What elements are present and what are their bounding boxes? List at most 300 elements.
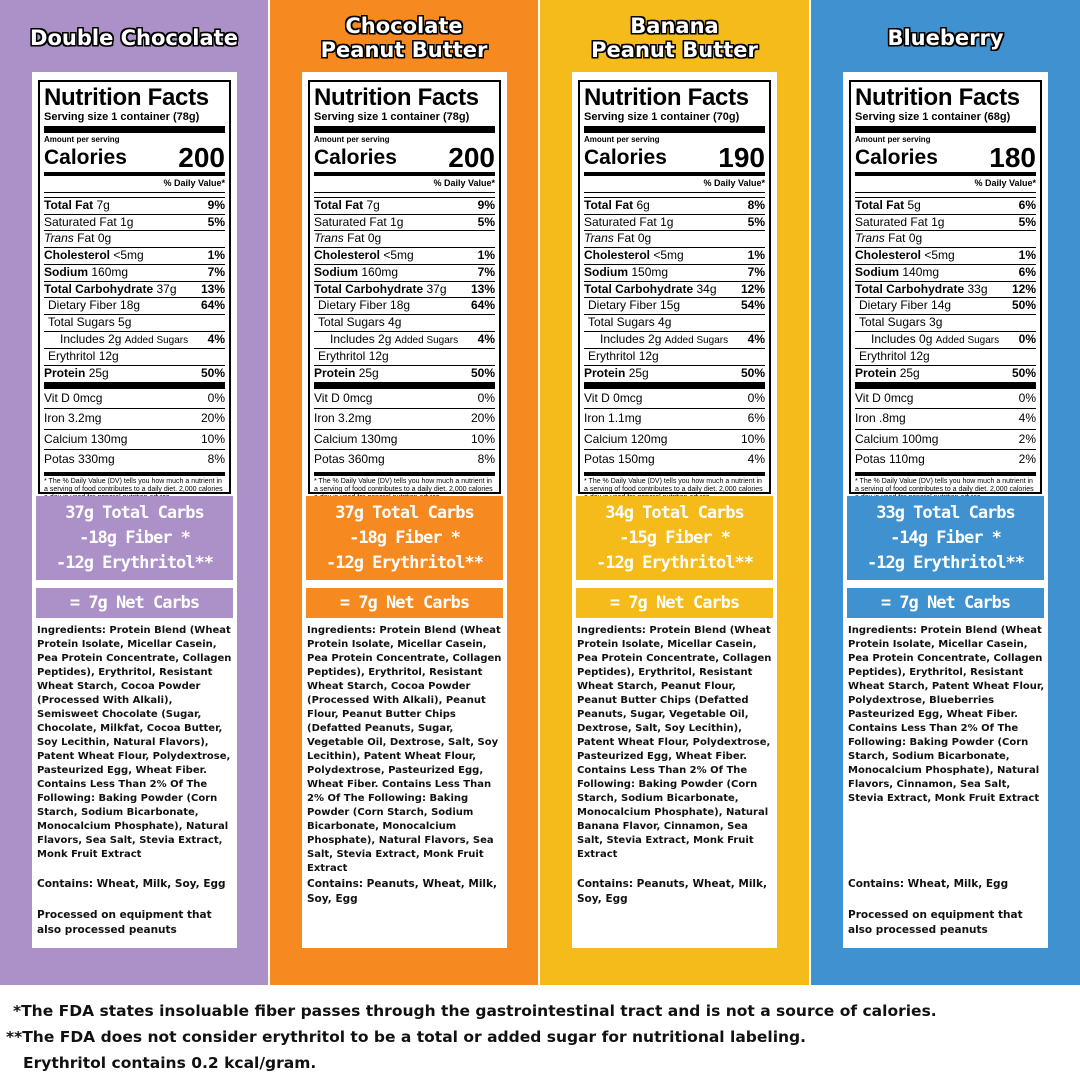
daily-value-percent: 13% xyxy=(200,281,225,296)
nutrition-facts-title: Nutrition Facts xyxy=(855,84,1020,111)
nutrient-name xyxy=(584,389,642,409)
flavor-title: Blueberry xyxy=(887,26,1004,50)
daily-value-percent: 4% xyxy=(1018,411,1036,426)
ingredients-text: Ingredients: Protein Blend (Wheat Protein Isolate, Micellar Casein, Pea Protein Concentrate, Collagen Peptides), Erythritol, Resistant Wheat Starch, Cocoa Powder (Processed With Alkali), Semisweet Chocolate (Sugar, Chocolate, Milkfat, Cocoa Butter, Soy Lecithin, Natural Flavors), Patent Wheat Flour, Polydextrose, Pasteurized Egg, Wheat Fiber. Contains Less Than 2% Of The Following: Baking Powder (Corn Starch, Sodium Bicarbonate, Monocalcium Phosphate), Natural Flavors, Sea Salt, Stevia Extract, Monk Fruit Extract xyxy=(37,625,232,860)
nutrient-amount: 34g xyxy=(696,281,717,296)
nf-row-added xyxy=(584,331,765,349)
nutrient-amount: .8mg xyxy=(879,411,906,426)
erythritol-line: -12g Erythritol** xyxy=(326,552,483,573)
product-panel xyxy=(843,72,1048,948)
nf-row-cholesterol xyxy=(44,247,225,264)
nutrient-label: Total Sugars xyxy=(859,314,926,329)
nutrient-amount: 0mcg xyxy=(884,390,914,405)
nutrient-label: Cholesterol xyxy=(855,248,922,263)
nf-row-trans_fat xyxy=(584,230,765,247)
allergen-contains: Contains: Wheat, Milk, Egg xyxy=(848,878,1009,890)
nutrient-amount: 5g xyxy=(118,314,132,329)
daily-value-percent: 50% xyxy=(740,366,765,381)
nutrient-name xyxy=(584,315,671,331)
carb-breakdown xyxy=(306,496,503,580)
flavor-column-chocolate-peanut-butter xyxy=(270,0,540,985)
nutrient-label: Total Sugars xyxy=(48,314,115,329)
nutrient-amount: 4g xyxy=(658,314,672,329)
nutrient-name xyxy=(314,298,410,314)
nutrient-name xyxy=(314,231,381,247)
nutrient-name xyxy=(44,409,101,429)
added-sugars-label: Added Sugars xyxy=(935,334,1000,346)
nutrient-amount: 7g xyxy=(96,198,110,212)
net-carbs-box: = 7g Net Carbs xyxy=(847,588,1044,618)
nutrient-amount: 140mg xyxy=(902,264,940,279)
fiber-line: -18g Fiber * xyxy=(79,527,190,548)
nutrient-name xyxy=(855,282,988,298)
flavor-column-double-chocolate xyxy=(0,0,270,985)
flavor-column-banana-peanut-butter xyxy=(540,0,811,985)
nf-row-carb xyxy=(44,281,225,298)
nutrient-name xyxy=(584,349,659,365)
ingredients-text: Ingredients: Protein Blend (Wheat Protein Isolate, Micellar Casein, Pea Protein Concentrate, Collagen Peptides), Erythritol, Resistant Wheat Starch, Peanut Flour, Peanut Butter Chips (Defatted Peanuts, Sugar, Vegetable Oil, Dextrose, Salt, Soy Lecithin), Patent Wheat Flour, Polydextrose, Pasteurized Egg, Wheat Fiber. Contains Less Than 2% Of The Following: Baking Powder (Corn Starch, Sodium Bicarbonate, Monocalcium Phosphate), Natural Banana Flavor, Cinnamon, Sea Salt, Stevia Extract, Monk Fruit Extract xyxy=(577,625,772,860)
nutrition-facts-title: Nutrition Facts xyxy=(584,84,749,111)
nutrient-name xyxy=(314,430,397,450)
nutrient-label: Calcium xyxy=(584,431,628,446)
calories-value: 200 xyxy=(178,142,225,173)
nutrient-label: Erythritol xyxy=(588,349,636,364)
nutrient-amount: 160mg xyxy=(361,264,399,279)
allergen-contains: Contains: Peanuts, Wheat, Milk, Soy, Egg xyxy=(577,878,767,905)
nutrient-name xyxy=(314,282,447,298)
calories-row xyxy=(44,142,225,176)
nf-row-sat_fat xyxy=(584,214,765,231)
nutrient-name xyxy=(44,349,119,365)
daily-value-percent: 4% xyxy=(747,452,765,467)
daily-value-percent: 5% xyxy=(1018,214,1036,229)
nutrient-amount: <5mg xyxy=(653,248,684,263)
nf-row-calcium xyxy=(314,429,495,450)
daily-value-percent: 9% xyxy=(477,198,495,212)
nutrient-name xyxy=(314,349,389,365)
nutrient-amount: 160mg xyxy=(91,264,129,279)
nf-row-total_fat xyxy=(584,197,765,214)
fat-label: Fat xyxy=(77,231,95,246)
nutrient-name xyxy=(314,409,371,429)
nutrient-name xyxy=(855,430,938,450)
nf-row-sat_fat xyxy=(314,214,495,231)
nutrient-name xyxy=(855,409,906,429)
amount-per-serving: Amount per serving xyxy=(314,135,390,144)
nutrient-amount: 150mg xyxy=(618,452,655,467)
erythritol-line: -12g Erythritol** xyxy=(867,552,1024,573)
processed-notice: Processed on equipment that also processed peanuts xyxy=(848,909,1023,936)
nutrient-name xyxy=(44,450,115,470)
daily-value-percent: 6% xyxy=(1018,264,1036,279)
nutrient-amount: 25g xyxy=(899,366,920,381)
nutrient-amount: 130mg xyxy=(90,431,128,446)
nf-row-erythritol xyxy=(855,348,1036,365)
daily-value-percent: 0% xyxy=(477,390,495,405)
nutrient-label: Calcium xyxy=(44,431,88,446)
daily-value-header: % Daily Value* xyxy=(314,176,495,193)
nutrient-label: Dietary Fiber xyxy=(318,298,387,313)
nutrition-facts-label xyxy=(308,80,501,494)
erythritol-kcal-footnote: Erythritol contains 0.2 kcal/gram. xyxy=(23,1054,317,1072)
nf-row-sat_fat xyxy=(855,214,1036,231)
nf-row-added xyxy=(44,331,225,349)
nutrient-label: Total Carbohydrate xyxy=(314,281,424,296)
nutrient-amount: 120mg xyxy=(630,431,668,446)
added-sugars-label: Added Sugars xyxy=(124,334,189,346)
calories-label: Calories xyxy=(855,146,938,169)
nutrient-amount: 3.2mg xyxy=(338,411,372,426)
includes-label: Includes xyxy=(330,331,375,346)
daily-value-percent: 13% xyxy=(470,281,495,296)
nutrient-label: Vit D xyxy=(584,390,610,405)
nutrient-label: Saturated Fat xyxy=(855,214,928,229)
product-panel xyxy=(572,72,777,948)
daily-value-header: % Daily Value* xyxy=(855,176,1036,193)
daily-value-percent: 0% xyxy=(1018,332,1036,347)
nutrition-facts-title: Nutrition Facts xyxy=(44,84,209,111)
nutrient-label: Dietary Fiber xyxy=(48,298,117,313)
amount-per-serving: Amount per serving xyxy=(44,135,120,144)
nutrient-label: Total Fat xyxy=(314,198,364,212)
calories-label: Calories xyxy=(314,146,397,169)
nutrient-name xyxy=(855,389,913,409)
daily-value-percent: 8% xyxy=(477,452,495,467)
nutrient-name xyxy=(44,248,144,264)
nf-row-cholesterol xyxy=(584,247,765,264)
added-sugars-label: Added Sugars xyxy=(664,334,729,346)
calories-row xyxy=(584,142,765,176)
amount-per-serving: Amount per serving xyxy=(855,135,931,144)
fiber-line: -14g Fiber * xyxy=(890,527,1001,548)
nutrient-label: Total Sugars xyxy=(318,314,385,329)
nutrient-label: Iron xyxy=(855,411,876,426)
nf-row-carb xyxy=(584,281,765,298)
nutrient-name xyxy=(584,366,649,382)
nf-row-total_fat xyxy=(314,197,495,214)
daily-value-percent: 50% xyxy=(200,366,225,381)
daily-value-percent: 4% xyxy=(747,332,765,347)
nutrient-name xyxy=(314,389,372,409)
nutrient-amount: 25g xyxy=(88,366,109,381)
nutrient-amount: 0g xyxy=(97,231,112,246)
nutrient-label: Potas xyxy=(44,452,75,467)
nutrient-amount: 2g xyxy=(108,331,122,346)
daily-value-percent: 0% xyxy=(1018,390,1036,405)
daily-value-percent: 7% xyxy=(207,264,225,279)
nf-row-trans_fat xyxy=(855,230,1036,247)
serving-size: Serving size 1 container (70g) xyxy=(584,110,765,133)
nutrient-name xyxy=(584,248,684,264)
nutrient-name xyxy=(855,215,944,231)
daily-value-percent: 8% xyxy=(207,452,225,467)
nutrition-facts-label xyxy=(578,80,771,494)
erythritol-line: -12g Erythritol** xyxy=(56,552,213,573)
nf-row-sodium xyxy=(584,264,765,281)
serving-size: Serving size 1 container (68g) xyxy=(855,110,1036,133)
nf-row-vitd xyxy=(584,388,765,409)
carb-breakdown xyxy=(576,496,773,580)
nutrient-name xyxy=(44,282,177,298)
nutrient-name xyxy=(855,366,920,382)
nutrient-amount: 0mcg xyxy=(613,390,643,405)
nf-row-erythritol xyxy=(314,348,495,365)
nutrient-name xyxy=(314,450,385,470)
nutrient-name xyxy=(584,430,667,450)
nf-row-sodium xyxy=(855,264,1036,281)
nutrient-label: Cholesterol xyxy=(44,248,111,263)
fat-label: Fat xyxy=(617,231,635,246)
trans-label: Trans xyxy=(44,231,74,246)
nutrient-amount: 110mg xyxy=(889,452,925,467)
nutrient-label: Protein xyxy=(44,366,86,381)
allergen-contains: Contains: Wheat, Milk, Soy, Egg xyxy=(37,878,226,890)
nf-row-total_fat xyxy=(44,197,225,214)
nf-row-potas xyxy=(314,449,495,470)
flavor-column-blueberry xyxy=(811,0,1080,985)
nf-row-iron xyxy=(855,408,1036,429)
nf-row-erythritol xyxy=(44,348,225,365)
nf-row-erythritol xyxy=(584,348,765,365)
added-sugars-label: Added Sugars xyxy=(394,334,459,346)
nutrient-name xyxy=(855,198,921,214)
nutrient-amount: 150mg xyxy=(631,264,669,279)
daily-value-percent: 54% xyxy=(740,298,765,313)
nf-row-iron xyxy=(44,408,225,429)
includes-label: Includes xyxy=(871,331,916,346)
nutrient-name xyxy=(44,366,109,382)
daily-value-percent: 0% xyxy=(747,390,765,405)
nutrient-name xyxy=(584,409,641,429)
dv-footnote-line: a serving of food contributes to a daily diet. 2,000 calories xyxy=(44,485,223,493)
fiber-line: -15g Fiber * xyxy=(619,527,730,548)
nutrition-facts-label xyxy=(38,80,231,494)
nutrient-name xyxy=(314,265,398,281)
nutrient-amount: 12g xyxy=(98,349,119,364)
daily-value-percent: 20% xyxy=(470,411,495,426)
flavor-title: Banana Peanut Butter xyxy=(591,14,758,62)
daily-value-percent: 5% xyxy=(207,214,225,229)
nutrient-amount: 3g xyxy=(929,314,943,329)
fiber-footnote: *The FDA states insoluable fiber passes through the gastrointestinal tract and is not a source of calories. xyxy=(13,1002,937,1020)
nutrient-name xyxy=(584,282,717,298)
fat-label: Fat xyxy=(888,231,906,246)
daily-value-percent: 6% xyxy=(747,411,765,426)
nutrient-name xyxy=(584,298,680,314)
total-carbs-line: 37g Total Carbs xyxy=(65,502,204,523)
includes-label: Includes xyxy=(600,331,645,346)
nutrient-name xyxy=(44,315,131,331)
daily-value-percent: 10% xyxy=(200,431,225,446)
daily-value-percent: 12% xyxy=(740,281,765,296)
daily-value-percent: 64% xyxy=(470,298,495,313)
nutrient-name xyxy=(855,450,925,470)
trans-label: Trans xyxy=(855,231,885,246)
nutrient-name xyxy=(44,389,102,409)
nutrient-label: Sodium xyxy=(584,264,628,279)
nf-row-sugars xyxy=(44,314,225,331)
net-carbs-box: = 7g Net Carbs xyxy=(306,588,503,618)
nutrient-label: Iron xyxy=(584,411,605,426)
nutrient-label: Dietary Fiber xyxy=(859,298,928,313)
nutrient-label: Vit D xyxy=(44,390,70,405)
nf-row-carb xyxy=(855,281,1036,298)
nutrient-amount: 25g xyxy=(628,366,649,381)
nutrient-name xyxy=(44,231,111,247)
daily-value-percent: 8% xyxy=(747,198,765,212)
nutrient-label: Sodium xyxy=(314,264,358,279)
nutrient-name xyxy=(314,315,401,331)
nutrient-name xyxy=(314,366,379,382)
nutrient-amount: 12g xyxy=(638,349,659,364)
nutrient-name xyxy=(855,315,942,331)
daily-value-percent: 7% xyxy=(477,264,495,279)
nutrient-name xyxy=(855,298,951,314)
daily-value-percent: 1% xyxy=(477,248,495,263)
nf-row-iron xyxy=(314,408,495,429)
nutrient-amount: <5mg xyxy=(113,248,144,263)
nutrient-name xyxy=(855,231,922,247)
dv-footnote-line: * The % Daily Value (DV) tells you how much a nutrient in xyxy=(314,477,492,485)
dv-footnote-line: * The % Daily Value (DV) tells you how much a nutrient in xyxy=(584,477,762,485)
nf-row-trans_fat xyxy=(314,230,495,247)
nutrient-amount: 130mg xyxy=(360,431,398,446)
nutrient-name xyxy=(314,248,414,264)
nutrient-label: Erythritol xyxy=(48,349,96,364)
nutrient-name xyxy=(584,332,728,349)
trans-label: Trans xyxy=(584,231,614,246)
nutrient-amount: 360mg xyxy=(348,452,385,467)
nf-row-vitd xyxy=(855,388,1036,409)
nutrient-label: Total Carbohydrate xyxy=(855,281,965,296)
nutrient-label: Iron xyxy=(44,411,65,426)
nutrient-name xyxy=(314,215,403,231)
nutrient-amount: 2g xyxy=(378,331,392,346)
serving-size: Serving size 1 container (78g) xyxy=(314,110,495,133)
nutrient-amount: 5g xyxy=(907,198,921,212)
nutrient-amount: 0g xyxy=(908,231,923,246)
dv-footnote-line: a serving of food contributes to a daily diet. 2,000 calories xyxy=(855,485,1034,493)
flavor-title: Double Chocolate xyxy=(30,26,238,50)
nf-row-protein xyxy=(855,365,1036,388)
allergen-contains: Contains: Peanuts, Wheat, Milk, Soy, Egg xyxy=(307,878,497,905)
nutrient-amount: 0mcg xyxy=(73,390,103,405)
daily-value-percent: 0% xyxy=(207,390,225,405)
nf-row-sat_fat xyxy=(44,214,225,231)
nutrient-name xyxy=(44,430,127,450)
nutrient-label: Protein xyxy=(314,366,356,381)
nutrient-name xyxy=(44,198,110,214)
nutrient-label: Dietary Fiber xyxy=(588,298,657,313)
nutrient-amount: 18g xyxy=(120,298,141,313)
nutrition-facts-label xyxy=(849,80,1042,494)
nutrient-name xyxy=(314,332,458,349)
nf-row-potas xyxy=(44,449,225,470)
daily-value-percent: 6% xyxy=(1018,198,1036,212)
ingredients-text: Ingredients: Protein Blend (Wheat Protein Isolate, Micellar Casein, Pea Protein Concentrate, Collagen Peptides), Erythritol, Resistant Wheat Starch, Cocoa Powder (Processed With Alkali), Peanut Flour, Peanut Butter Chips (Defatted Peanuts, Sugar, Vegetable Oil, Dextrose, Salt, Soy Lecithin), Patent Wheat Flour, Polydextrose, Pasteurized Egg, Wheat Fiber. Contains Less Than 2% Of The Following: Baking Powder (Corn Starch, Sodium Bicarbonate, Monocalcium Phosphate), Natural Flavors, Sea Salt, Stevia Extract, Monk Fruit Extract xyxy=(307,625,502,874)
nutrient-label: Potas xyxy=(314,452,345,467)
nutrient-name xyxy=(855,265,939,281)
daily-value-percent: 1% xyxy=(747,248,765,263)
nutrition-facts-title: Nutrition Facts xyxy=(314,84,479,111)
nutrient-label: Cholesterol xyxy=(584,248,651,263)
nutrient-label: Total Carbohydrate xyxy=(44,281,154,296)
nutrient-name xyxy=(584,450,655,470)
calories-label: Calories xyxy=(584,146,667,169)
nutrient-amount: 0g xyxy=(919,331,933,346)
daily-value-percent: 5% xyxy=(477,214,495,229)
nutrient-amount: 1g xyxy=(931,214,945,229)
nf-row-vitd xyxy=(314,388,495,409)
nutrient-amount: 3.2mg xyxy=(68,411,102,426)
carb-breakdown xyxy=(847,496,1044,580)
calories-label: Calories xyxy=(44,146,127,169)
nf-row-potas xyxy=(855,449,1036,470)
nf-row-fiber xyxy=(855,297,1036,314)
nf-row-fiber xyxy=(314,297,495,314)
nf-row-fiber xyxy=(44,297,225,314)
daily-value-percent: 9% xyxy=(207,198,225,212)
nutrient-label: Potas xyxy=(855,452,886,467)
daily-value-percent: 10% xyxy=(470,431,495,446)
nutrient-name xyxy=(855,248,955,264)
nf-row-cholesterol xyxy=(855,247,1036,264)
serving-size: Serving size 1 container (78g) xyxy=(44,110,225,133)
nutrient-label: Calcium xyxy=(314,431,358,446)
nutrient-label: Total Fat xyxy=(44,198,94,212)
nutrient-amount: 37g xyxy=(156,281,177,296)
nutrient-label: Erythritol xyxy=(318,349,366,364)
daily-value-percent: 20% xyxy=(200,411,225,426)
nutrient-amount: 1g xyxy=(120,214,134,229)
nutrient-amount: 1.1mg xyxy=(608,411,642,426)
amount-per-serving: Amount per serving xyxy=(584,135,660,144)
nutrient-amount: 12g xyxy=(368,349,389,364)
nutrient-label: Total Sugars xyxy=(588,314,655,329)
nf-row-calcium xyxy=(855,429,1036,450)
nutrient-name xyxy=(44,332,188,349)
nf-row-sodium xyxy=(314,264,495,281)
nf-row-protein xyxy=(44,365,225,388)
nutrient-label: Total Fat xyxy=(855,198,905,212)
carb-breakdown xyxy=(36,496,233,580)
nf-row-vitd xyxy=(44,388,225,409)
calories-row xyxy=(314,142,495,176)
nutrient-name xyxy=(584,265,668,281)
daily-value-percent: 2% xyxy=(1018,431,1036,446)
nutrient-name xyxy=(584,231,651,247)
nutrient-label: Iron xyxy=(314,411,335,426)
daily-value-header: % Daily Value* xyxy=(44,176,225,193)
nutrient-name xyxy=(44,298,140,314)
dv-footnote-line: * The % Daily Value (DV) tells you how much a nutrient in xyxy=(44,477,222,485)
nutrient-label: Saturated Fat xyxy=(314,214,387,229)
nutrient-amount: 0g xyxy=(367,231,382,246)
nutrient-amount: 37g xyxy=(426,281,447,296)
nutrient-label: Sodium xyxy=(44,264,88,279)
nutrient-name xyxy=(44,215,133,231)
daily-value-percent: 4% xyxy=(477,332,495,347)
nutrient-amount: 6g xyxy=(636,198,650,212)
nf-row-trans_fat xyxy=(44,230,225,247)
daily-value-percent: 10% xyxy=(740,431,765,446)
total-carbs-line: 33g Total Carbs xyxy=(876,502,1015,523)
nutrient-amount: 2g xyxy=(648,331,662,346)
nutrient-amount: 14g xyxy=(931,298,952,313)
ingredients-text: Ingredients: Protein Blend (Wheat Protein Isolate, Micellar Casein, Pea Protein Concentrate, Collagen Peptides), Erythritol, Resistant Wheat Starch, Patent Wheat Flour, Polydextrose, Blueberries Pasteurized Egg, Wheat Fiber. Contains Less Than 2% Of The Following: Baking Powder (Corn Starch, Sodium Bicarbonate, Monocalcium Phosphate), Natural Flavors, Cinnamon, Sea Salt, Stevia Extract, Monk Fruit Extract xyxy=(848,625,1045,804)
calories-value: 190 xyxy=(718,142,765,173)
dv-footnote-line: a serving of food contributes to a daily diet. 2,000 calories xyxy=(584,485,763,493)
